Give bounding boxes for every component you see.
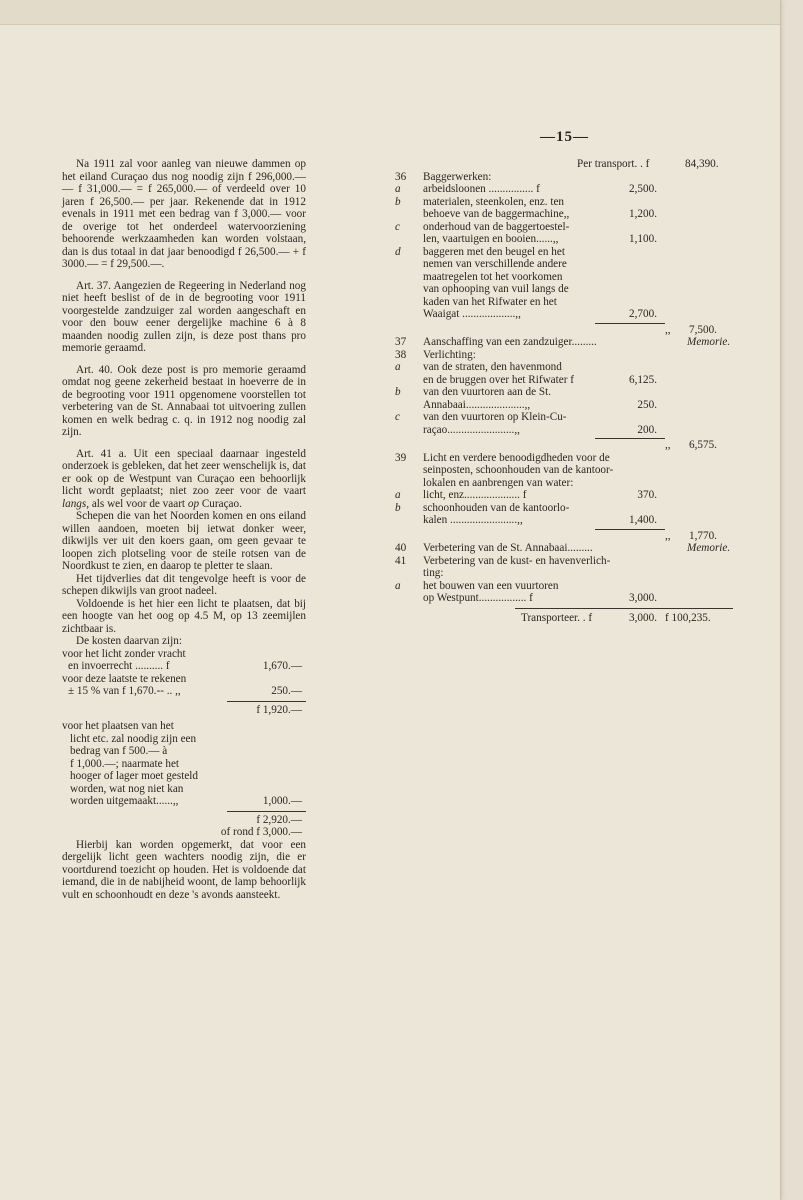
para-voldoende: Voldoende is het hier een licht te plaatsen, dat bij een hoogte van het oog op 4.5 M, op 13 zeemijlen zichtbaar is. [62, 597, 306, 635]
cost-table [62, 648, 306, 839]
item-row: c onderhoud van de baggertoestel- [395, 220, 570, 233]
item-row: b schoonhouden van de kantoorlo- [395, 501, 570, 514]
item-row: ting: [423, 567, 444, 579]
item-row: van ophooping van vuil langs de [423, 283, 569, 295]
total-row-39: ,, 1,770. [665, 529, 717, 542]
extra-line: worden uitgemaakt......,, 1,000.— [70, 795, 302, 807]
item-row: a arbeidsloonen ................ f 2,500. [395, 183, 657, 195]
para-art-41a: Art. 41 a. Uit een speciaal daarnaar ingesteld onderzoek is gebleken, dat het zeer wenschelijk is, dat er ook op de Westpunt van Curaçao een behoorlijk licht wordt geplaatst; niet zoo zeer voor de vaart langs, als wel voor de vaart op Curaçao. [62, 447, 306, 510]
right-column [395, 158, 740, 624]
item-row: len, vaartuigen en booien......,, 1,100. [423, 233, 657, 245]
item-row: b materialen, steenkolen, enz. ten [395, 195, 565, 208]
item-row: a het bouwen van een vuurtoren [395, 579, 559, 592]
item-row: maatregelen tot het voorkomen [423, 270, 563, 283]
extra-line: licht etc. zal noodig zijn een [70, 732, 197, 745]
transporteer-row: Transporteer. . f 3,000. f 100,235. [521, 611, 711, 624]
item-row: Annabaai.....................,, 250. [423, 398, 657, 411]
extra-line: bedrag van f 500.— à [70, 745, 168, 757]
subtotal-row: f 1,920.— [256, 703, 302, 716]
para-art-37: Art. 37. Aangezien de Regeering in Nederland nog niet heeft beslist of de in de begrooting voor 1911 voorgestelde zandzuiger zal worden aangeschaft en voor den bouw eener dergelijke machine 6 à 8 maanden noodig zullen zijn, is deze post thans pro memorie geraamd. [62, 279, 306, 354]
item-row: op Westpunt................. f 3,000. [423, 592, 657, 604]
extra-line: worden, wat nog niet kan [70, 782, 184, 795]
subtotal-row: f 2,920.— [256, 813, 302, 826]
item-row: lokalen en aanbrengen van water: [423, 476, 574, 489]
item-row: a van de straten, den havenmond [395, 361, 562, 373]
cost-row: voor het licht zonder vracht [62, 647, 186, 660]
item-row: raçao........................,, 200. [423, 423, 657, 436]
extra-line: f 1,000.—; naarmate het [70, 757, 180, 770]
para-kosten: De kosten daarvan zijn: [76, 635, 182, 647]
cost-row: ± 15 % van f 1,670.-- .. ,, 250.— [68, 685, 302, 697]
item-row: behoeve van de baggermachine,, 1,200. [423, 208, 657, 220]
item-row: 41 Verbetering van de kust- en havenverlich- [395, 554, 611, 567]
per-transport-row: Per transport. . f 84,390. [577, 158, 719, 170]
para-tijdverlies: Het tijdverlies dat dit tengevolge heeft is voor de schepen dikwijls van groot nadeel. [62, 572, 306, 597]
item-row: 38 Verlichting: [395, 348, 476, 361]
item-row: a licht, enz.................... f 370. [395, 489, 657, 501]
item-row: kaden van het Rifwater en het [423, 295, 557, 308]
extra-line: hooger of lager moet gesteld [70, 770, 198, 782]
item-row: nemen van verschillende andere [423, 258, 567, 270]
item-row: b van den vuurtoren aan de St. [395, 386, 551, 398]
item-row: seinposten, schoonhouden van de kantoor- [423, 464, 614, 476]
sum-rule [227, 701, 306, 702]
item-row-37: 37 Aanschaffing van een zandzuiger......... Memorie. [395, 336, 731, 348]
para-watervoorziening: Na 1911 zal voor aanleg van nieuwe dammen op het eiland Curaçao dus nog noodig zijn f 296,000.— — f 31,000.— = f 265,000.— of verdeeld over 10 jaren f 26,500.— per jaar. Rekenende dat in 1912 evenals in 1911 met een bedrag van f 3,000.— voor de overige tot het onderdeel watervoorziening behoorende werkzaamheden kan worden volstaan, dan is dus totaal in dat jaar benoodigd f 26,500.— + f 3000.— = f 29,500.—. [62, 158, 306, 270]
para-hierbij: Hierbij kan worden opgemerkt, dat voor een dergelijk licht geen wachters noodig zijn, die er voortdurend toezicht op houden. Het is voldoende dat iemand, die in de nabijheid woont, de lamp behoorlijk vult en schoonhoudt en deze 's avonds aansteekt. [62, 838, 306, 901]
left-column [62, 158, 306, 901]
extra-line: voor het plaatsen van het [62, 720, 174, 732]
cost-row: voor deze laatste te rekenen [62, 672, 187, 685]
cost-row: en invoerrecht .......... f 1,670.— [68, 660, 302, 672]
sum-rule [227, 811, 306, 812]
sum-rule [515, 608, 733, 609]
item-row: kalen ........................,, 1,400. [423, 514, 657, 526]
para-schepen: Schepen die van het Noorden komen en ons eiland willen aandoen, moeten bij ietwat donker weer, dikwijls ver uit den koers gaan, om geen gevaar te loopen zich plotseling voor de steile rotsen van de Noordkust te zien, en daarop te pletter te slaan. [62, 510, 306, 572]
para-art-40: Art. 40. Ook deze post is pro memorie geraamd omdat nog geene zekerheid bestaat in hoeverre de in de begrooting voor 1911 opgenomene voorstellen tot verbetering van de St. Annabaai tot uitvoering zullen komen en welk bedrag c. q. in 1912 nog noodig zal zijn. [62, 363, 306, 438]
total-row-36: ,, 7,500. [665, 323, 717, 336]
item-row: Waaigat ...................,, 2,700. [423, 308, 657, 320]
total-row-38: ,, 6,575. [665, 439, 717, 451]
item-row-40: 40 Verbetering van de St. Annabaai......... Memorie. [395, 542, 731, 554]
item-row: en de bruggen over het Rifwater f 6,125. [423, 373, 657, 386]
item-row: 36 Baggerwerken: [395, 170, 492, 183]
rounded-total-row: of rond f 3,000.— [220, 826, 302, 838]
item-row: 39 Licht en verdere benoodigdheden voor de [395, 451, 610, 464]
page-number: —15— [540, 129, 589, 145]
top-fold-strip [0, 0, 780, 25]
item-row: c van den vuurtoren op Klein-Cu- [395, 411, 567, 423]
item-row: d baggeren met den beugel en het [395, 245, 565, 258]
